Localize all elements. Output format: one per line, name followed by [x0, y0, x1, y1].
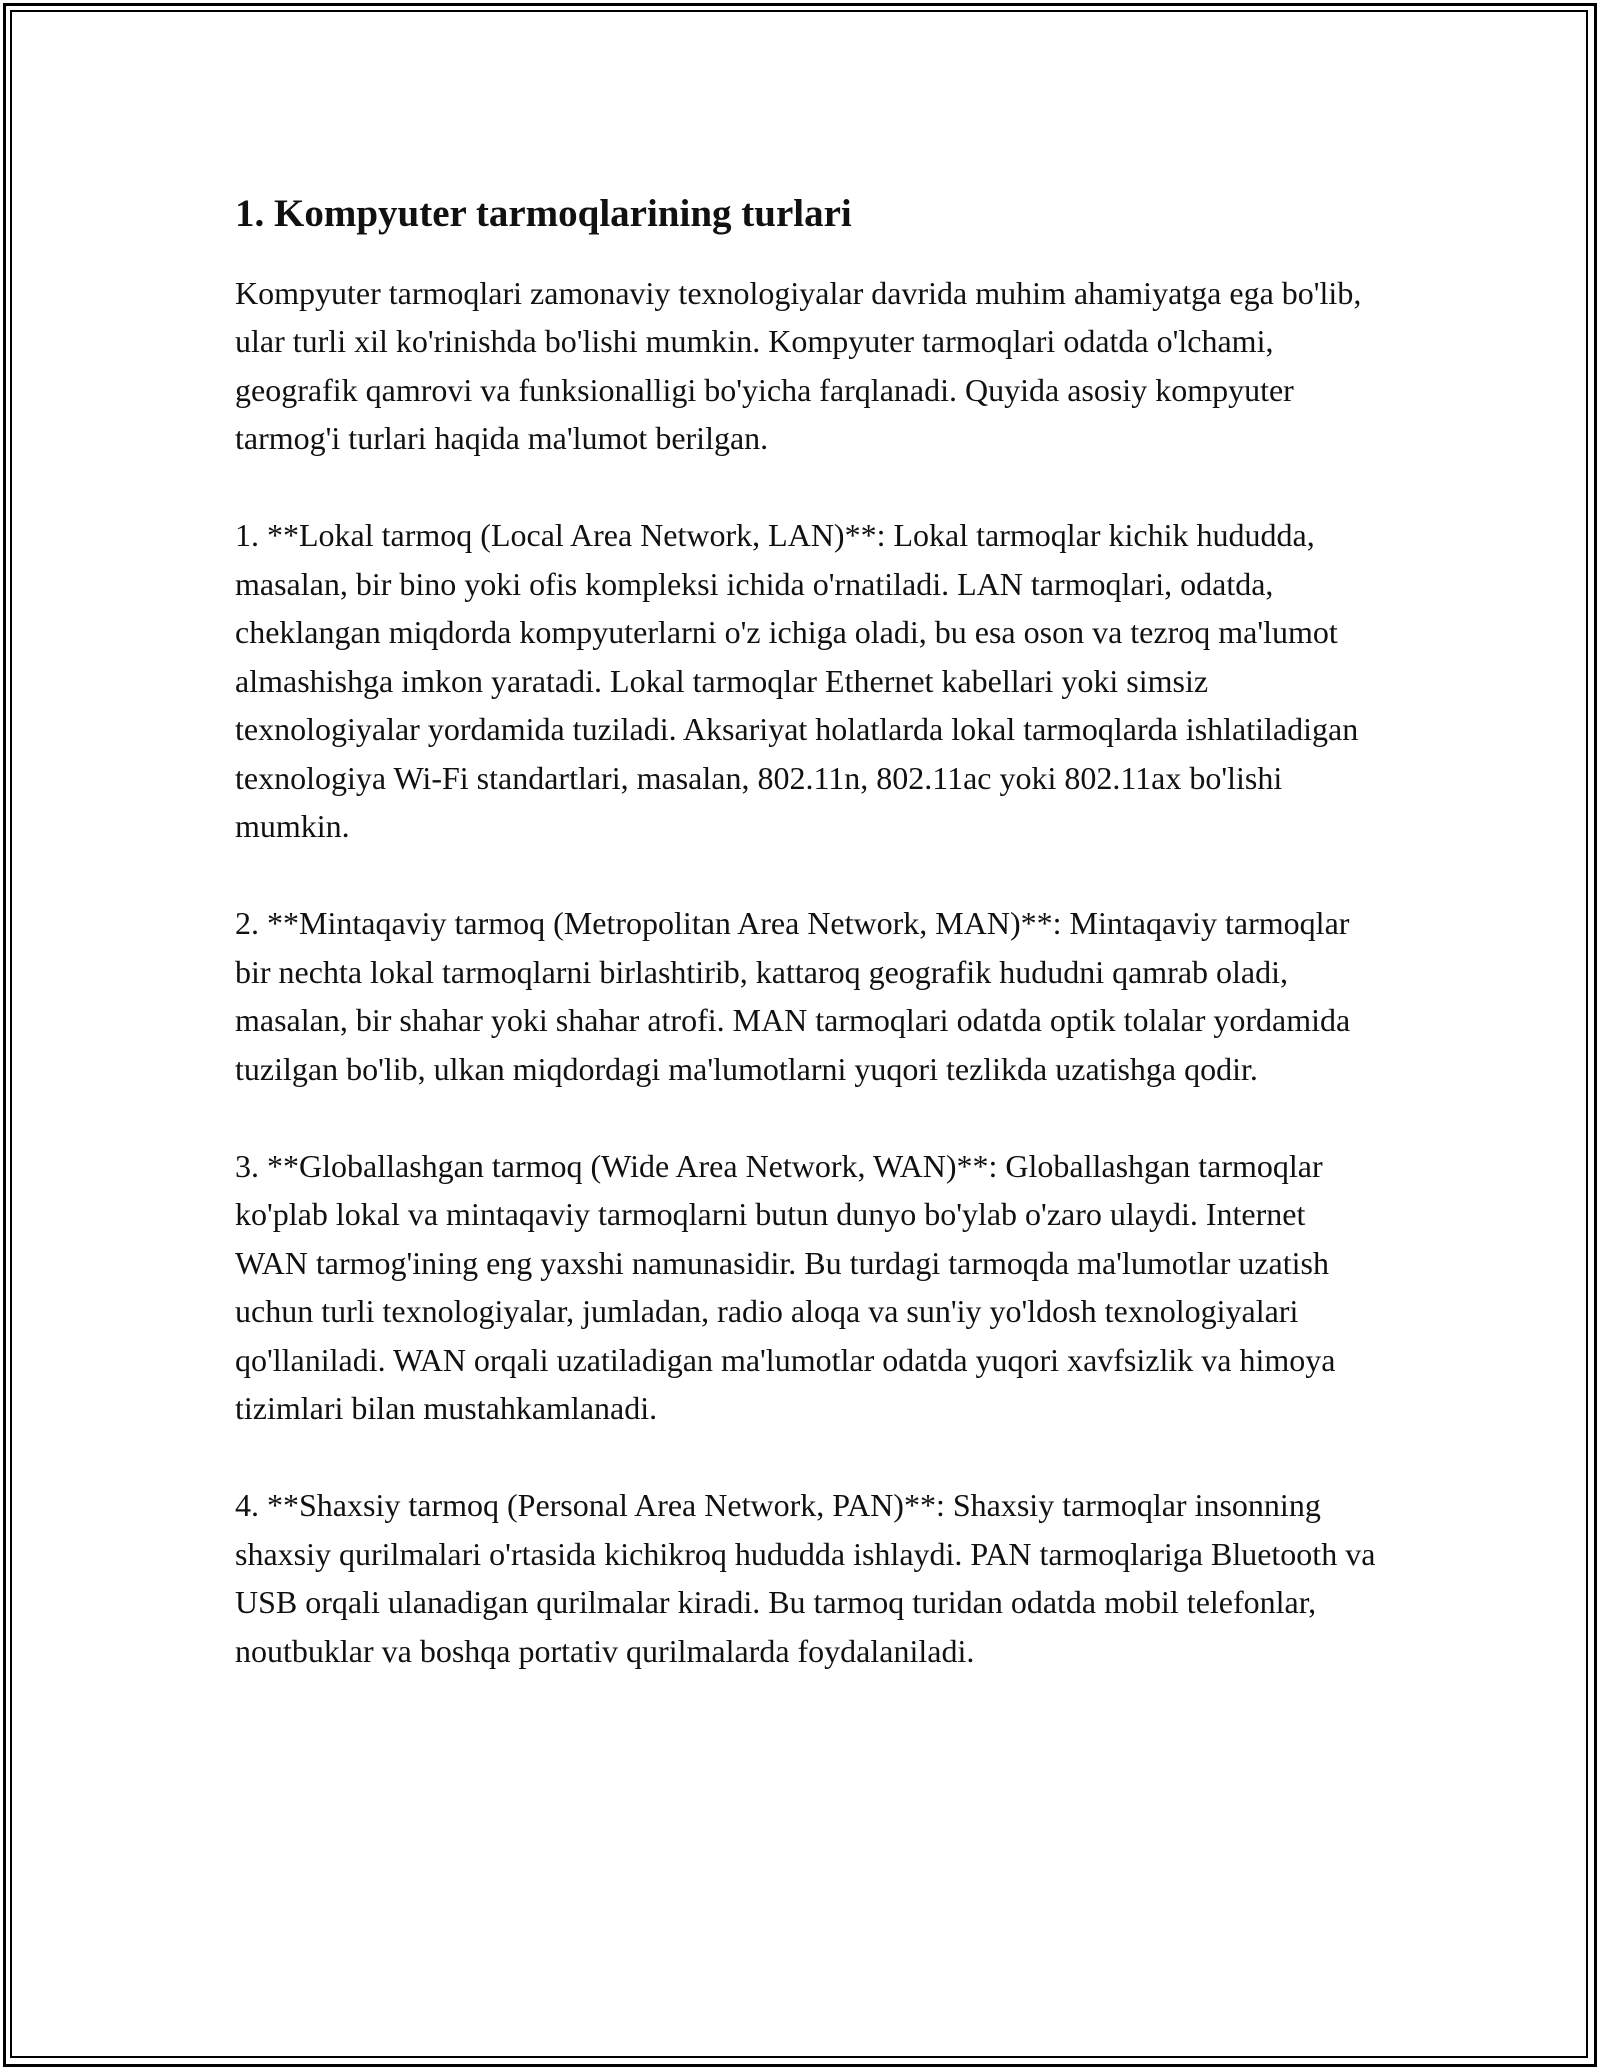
paragraph-lan: 1. **Lokal tarmoq (Local Area Network, LAN)**: Lokal tarmoqlar kichik hududda, masalan, bir bino yoki ofis kompleksi ichida o'rnatiladi. LAN tarmoqlari, odatda, cheklangan miqdorda kompyuterlarni o'z ichiga oladi, bu esa oson va tezroq ma'lumot almashishga imkon yaratadi. Lokal tarmoqlar Ethernet kabellari yoki simsiz texnologiyalar yordamida tuziladi. Aksariyat holatlarda lokal tarmoqlarda ishlatiladigan texnologiya Wi-Fi standartlari, masalan, 802.11n, 802.11ac yoki 802.11ax bo'lishi mumkin.: [235, 517, 1367, 845]
document-body: [235, 180, 1385, 1724]
paragraph-wan: 3. **Globallashgan tarmoq (Wide Area Network, WAN)**: Globallashgan tarmoqlar ko'plab lokal va mintaqaviy tarmoqlarni butun dunyo bo'ylab o'zaro ulaydi. Internet WAN tarmog'ining eng yaxshi namunasidir. Bu turdagi tarmoqda ma'lumotlar uzatish uchun turli texnologiyalar, jumladan, radio aloqa va sun'iy yo'ldosh texnologiyalari qo'llaniladi. WAN orqali uzatiladigan ma'lumotlar odatda yuqori xavfsizlik va himoya tizimlari bilan mustahkamlanadi.: [235, 1147, 1344, 1427]
paragraph-man: 2. **Mintaqaviy tarmoq (Metropolitan Area Network, MAN)**: Mintaqaviy tarmoqlar bir nechta lokal tarmoqlarni birlashtirib, kattaroq geografik hududni qamrab oladi, masalan, bir shahar yoki shahar atrofi. MAN tarmoqlari odatda optik tolalar yordamida tuzilgan bo'lib, ulkan miqdordagi ma'lumotlarni yuqori tezlikda uzatishga qodir.: [235, 905, 1359, 1087]
paragraph-pan: 4. **Shaxsiy tarmoq (Personal Area Network, PAN)**: Shaxsiy tarmoqlar insonning shaxsiy qurilmalari o'rtasida kichikroq hududda ishlaydi. PAN tarmoqlariga Bluetooth va USB orqali ulanadigan qurilmalar kiradi. Bu tarmoq turidan odatda mobil telefonlar, noutbuklar va boshqa portativ qurilmalarda foydalaniladi.: [235, 1487, 1384, 1669]
intro-paragraph: Kompyuter tarmoqlari zamonaviy texnologiyalar davrida muhim ahamiyatga ega bo'lib, ular turli xil ko'rinishda bo'lishi mumkin. Kompyuter tarmoqlari odatda o'lchami, geografik qamrovi va funksionalligi bo'yicha farqlanadi. Quyida asosiy kompyuter tarmog'i turlari haqida ma'lumot berilgan.: [235, 274, 1370, 457]
document-title: 1. Kompyuter tarmoqlarining turlari: [235, 192, 852, 235]
